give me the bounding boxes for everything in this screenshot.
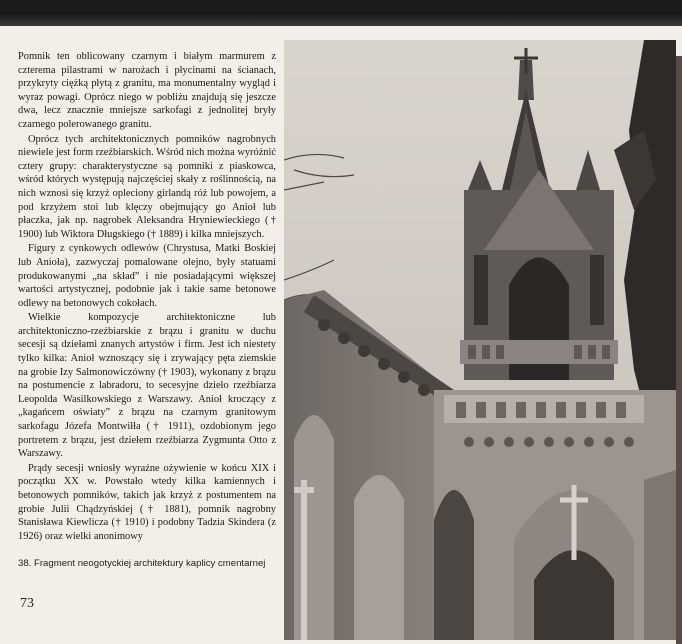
chapel-photograph: [284, 40, 676, 640]
paragraph: Wielkie kompozycje architektoniczne lub architektoniczno-rzeźbiarskie z brązu i granitu w duchu secesji są dziełami znanych artystów i firm. Jest ich niestety tylko kilka: Anioł wznoszący się i zrywający pęta ziemskie na grobie Izy Salmonowiczówny († 1903), wykonany z brązu na postumencie z labradoru, to secesyjne dzieło rzeźbiarza Leopolda Wasilkowskiego z Warszawy. Anioł kroczący z „kagańcem oświaty” z brązu na czarnym granitowym sarkofagu Józefa Montwiłła († 1911), ozdobionym jego portretem z brązu, jest dziełem rzeźbiarza Zygmunta Otto z Warszawy.: [18, 312, 276, 460]
body-text-column: [18, 50, 276, 544]
figure-caption: 38. Fragment neogotyckiej architektury kaplicy cmentarnej: [18, 558, 266, 569]
paragraph: Oprócz tych architektonicznych pomników nagrobnych niewiele jest form rzeźbiarskich. Wśród nich można wyróżnić cztery grupy: charakterystyczne są pomniki z piaskowca, wśród których występują najczęściej skały z roślinnością, na nich wznosi się krzyż opleciony girlandą róż lub powojem, a pod krzyżem stoi lub klęczy obejmujący go Anioł lub płaczka, jak np. nagrobek Aleksandra Hryniewieckiego († 1900) lub Wiktora Długskiego († 1889) i kilka mniejszych.: [18, 133, 276, 240]
neo-gothic-chapel-image: [284, 40, 676, 640]
page-edge-strip: [676, 56, 682, 644]
paragraph: Figury z cynkowych odlewów (Chrystusa, Matki Boskiej lub Anioła), zazwyczaj pomalowane olejno, były statuami produkowanymi „na skład” i nie posiadającymi większej wartości artystycznej, podobnie jak i takie same betonowe odlewy na betonowych cokołach.: [18, 243, 276, 309]
page-number: 73: [20, 596, 34, 611]
paragraph: Prądy secesji wniosły wyraźne ożywienie w końcu XIX i początku XX w. Powstało wtedy kilka kamiennych i betonowych pomników, takich jak krzyż z postumentem na grobie Julii Chądzyńskiej († 1881), pomnik nagrobny Stanisława Kiewlicza († 1910) i podobny Tadzia Skindera (z 1926) oraz wielki anonimowy: [18, 462, 276, 542]
paragraph: Pomnik ten oblicowany czarnym i białym marmurem z czterema pilastrami w narożach i płycinami na ścianach, przykryty ciężką płytą z granitu, ma monumentalny wygląd i wyraz powagi. Oprócz niego w pobliżu znajdują się jeszcze dwa, lecz znacznie mniejsze sarkofagi z jednolitej bryły czarnego polerowanego granitu.: [18, 51, 276, 130]
page-top-shadow: [0, 12, 682, 26]
